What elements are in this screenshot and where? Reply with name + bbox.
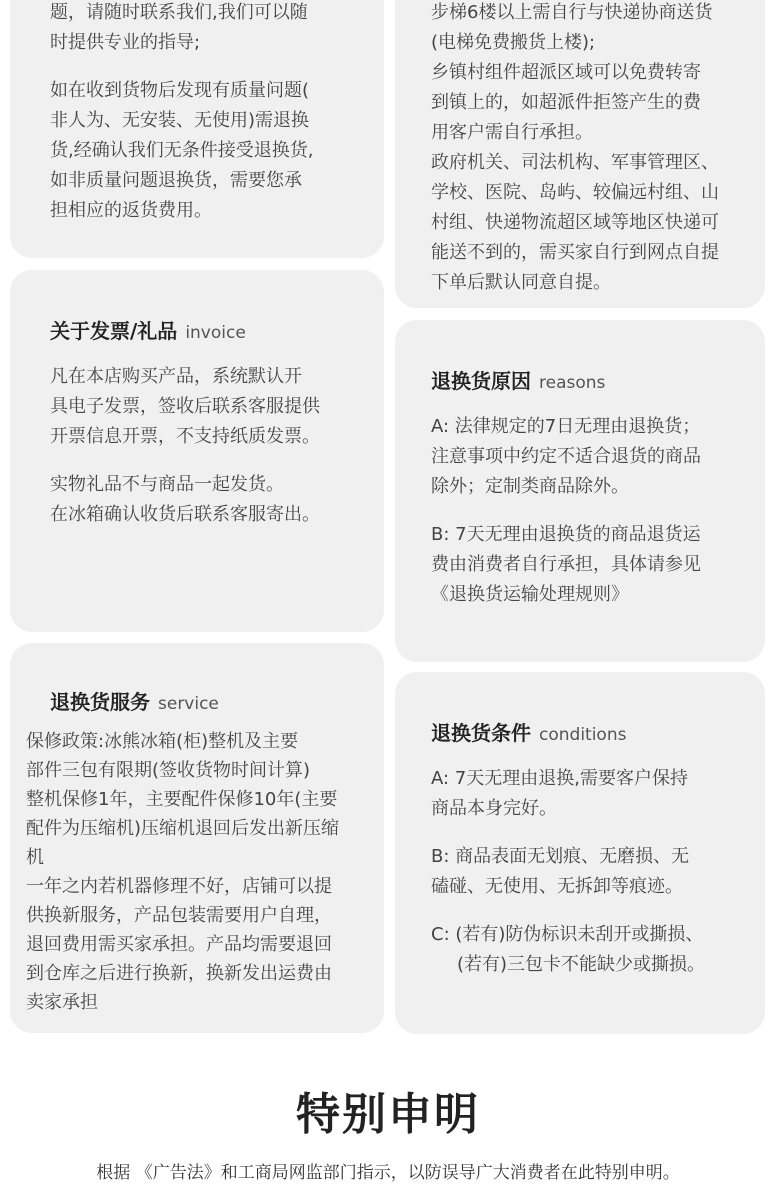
conditions-paragraph-c-line1: C: (若有)防伪标识未刮开或撕损、 [431, 924, 704, 945]
service-title-en: service [158, 694, 219, 714]
service-title [26, 687, 374, 719]
conditions-title-en: conditions [539, 725, 627, 745]
special-statement-text: 根据 《广告法》和工商局网监部门指示，以防误导广大消费者在此特别申明。 [96, 1163, 680, 1183]
delivery-paragraph: 步梯6楼以上需自行与快递协商送货 (电梯免费搬货上楼); 乡镇村组件超派区域可以免费转寄 到镇上的，如超派件拒签产生的费 用客户需自行承担。 政府机关、司法机构、军事管理区、 学校、医院、岛屿、较偏远村组、山 村组、快递物流超区域等地区快递可 能送不到的，需买家自行到网点自提 下单后默认同意自提。 [431, 2, 719, 293]
notice-paragraph-1: 题，请随时联系我们,我们可以随 时提供专业的指导; [50, 2, 308, 53]
conditions-title-zh: 退换货条件 [431, 721, 531, 745]
invoice-title-zh: 关于发票/礼品 [50, 319, 178, 343]
service-paragraph: 保修政策:冰熊冰箱(柜)整机及主要 部件三包有限期(签收货物时间计算) 整机保修1年，主要配件保修10年(主要 配件为压缩机)压缩机退回后发出新压缩 机 一年之内若机器修理不好，店铺可以提 供换新服务，产品包装需要用户自理， 退回费用需买家承担。产品均需要退回 到仓库之后进行换新，换新发出运费由 卖家承担 [26, 731, 340, 1013]
reasons-paragraph-b: B: 7天无理由退换货的商品退货运 费由消费者自行承担，具体请参见 《退换货运输处理规则》 [431, 524, 701, 605]
reasons-title-en: reasons [539, 373, 606, 393]
conditions-paragraph-b: B: 商品表面无划痕、无磨损、无 磕碰、无使用、无拆卸等痕迹。 [431, 846, 690, 897]
card-delivery-notice [395, 0, 765, 308]
conditions-paragraph-a: A: 7天无理由退换,需要客户保持 商品本身完好。 [431, 768, 688, 819]
invoice-title [50, 316, 364, 348]
card-return-conditions [395, 672, 765, 1034]
reasons-title [431, 366, 751, 398]
card-return-reasons [395, 320, 765, 662]
invoice-paragraph-1: 凡在本店购买产品，系统默认开 具电子发票，签收后联系客服提供 开票信息开票，不支持纸质发票。 [50, 366, 320, 447]
invoice-title-en: invoice [185, 323, 246, 343]
service-title-zh: 退换货服务 [50, 690, 150, 714]
conditions-title [431, 718, 751, 750]
card-return-service [10, 643, 384, 1033]
invoice-paragraph-2: 实物礼品不与商品一起发货。 在冰箱确认收货后联系客服寄出。 [50, 474, 320, 525]
special-statement-title: 特别申明 [296, 1089, 480, 1140]
reasons-paragraph-a: A: 法律规定的7日无理由退换货； 注意事项中约定不适合退货的商品 除外；定制类商品除外。 [431, 416, 701, 497]
reasons-title-zh: 退换货原因 [431, 369, 531, 393]
card-return-notice [10, 0, 384, 258]
notice-paragraph-2: 如在收到货物后发现有质量问题( 非人为、无安装、无使用)需退换 货,经确认我们无条件接受退换货, 如非质量问题退换货，需要您承 担相应的返货费用。 [50, 80, 314, 221]
card-invoice [10, 270, 384, 632]
conditions-paragraph-c-line2: (若有)三包卡不能缺少或撕损。 [457, 954, 706, 975]
